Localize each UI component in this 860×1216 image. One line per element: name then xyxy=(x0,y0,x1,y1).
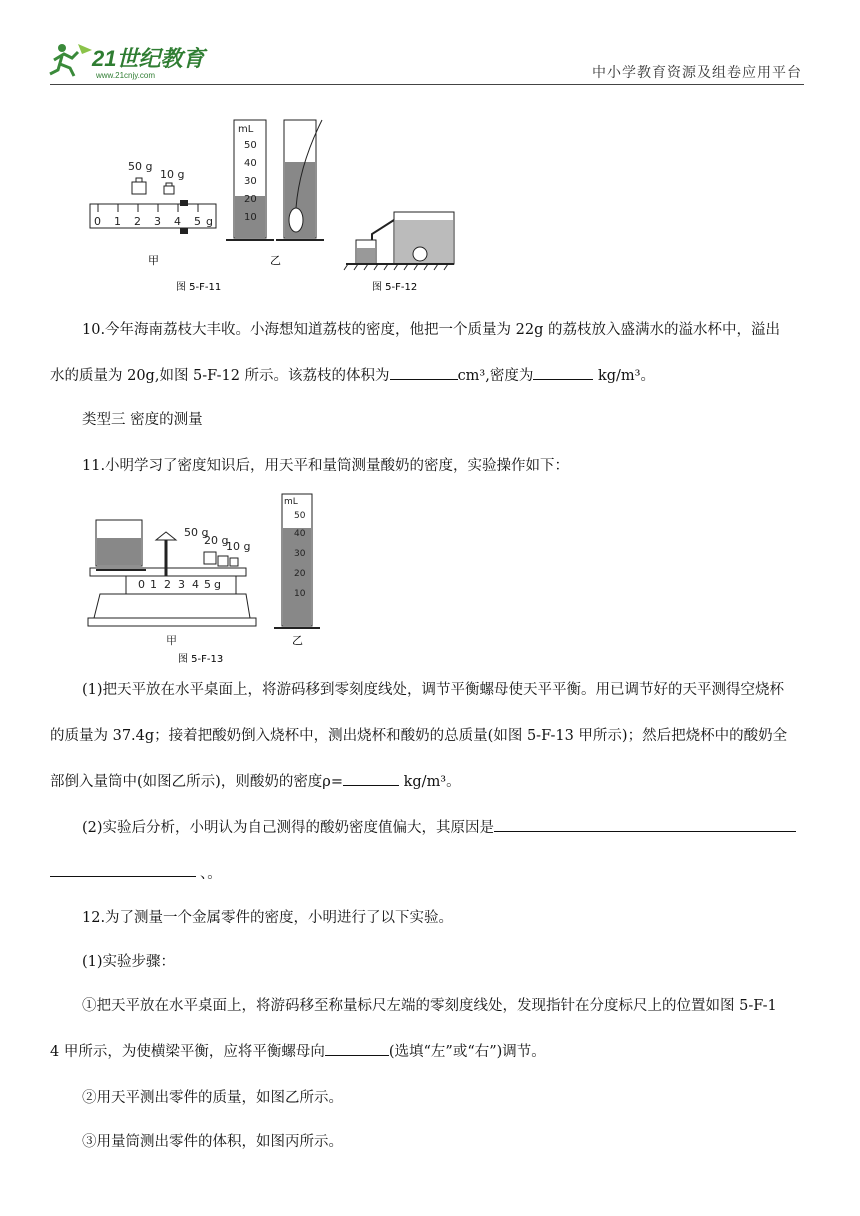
q11-intro: 11.小明学习了密度知识后，用天平和量筒测量酸奶的密度，实验操作如下： xyxy=(82,458,570,474)
site-logo xyxy=(48,40,218,82)
logo-url: www.21cnjy.com xyxy=(96,71,155,80)
figure-5-f-11 xyxy=(84,112,344,294)
platform-name: 中小学教育资源及组卷应用平台 xyxy=(592,65,802,81)
rider-marker xyxy=(180,200,188,206)
q10-line2: 水的质量为 20g,如图 5-F-12 所示。该荔枝的体积为 cm³,密度为 kg/m³。 xyxy=(50,364,808,388)
svg-text:10: 10 xyxy=(244,212,257,223)
runner-icon xyxy=(50,44,92,76)
graduated-cylinder-3 xyxy=(274,494,320,647)
svg-text:3: 3 xyxy=(154,215,161,228)
svg-text:mL: mL xyxy=(284,497,298,507)
svg-text:甲: 甲 xyxy=(166,634,177,647)
svg-text:5: 5 xyxy=(204,578,211,591)
q11-p2-end: 、。 xyxy=(200,866,222,882)
label-jia: 甲 xyxy=(148,254,159,267)
svg-text:20: 20 xyxy=(244,194,257,205)
svg-text:3: 3 xyxy=(178,578,185,591)
svg-text:mL: mL xyxy=(238,124,254,135)
q12-step3: ③用量筒测出零件的体积，如图丙所示。 xyxy=(82,1134,343,1150)
svg-text:30: 30 xyxy=(244,176,257,187)
q11-p1-line2: 的质量为 37.4g；接着把酸奶倒入烧杯中，测出烧杯和酸奶的总质量(如图 5-F-13 甲所示)；然后把烧杯中的酸奶全 xyxy=(50,728,788,744)
weight-50g-label: 50 g xyxy=(128,160,153,173)
graduated-cylinder-1 xyxy=(226,120,274,240)
svg-text:乙: 乙 xyxy=(292,634,303,647)
answer-blank-volume xyxy=(390,365,458,380)
caption-5-f-12: 图 5-F-12 xyxy=(372,282,418,293)
weight-50g-icon xyxy=(132,182,146,194)
lychee-icon xyxy=(413,247,427,261)
svg-text:g: g xyxy=(206,215,213,228)
answer-blank-reason-cont xyxy=(50,876,196,877)
answer-blank-density xyxy=(533,365,593,380)
q12-intro: 12.为了测量一个金属零件的密度，小明进行了以下实验。 xyxy=(82,910,454,926)
section-type3: 类型三 密度的测量 xyxy=(82,412,203,428)
answer-blank-reason xyxy=(494,817,796,832)
svg-text:0: 0 xyxy=(138,578,145,591)
q11-p1-line1: (1)把天平放在水平桌面上，将游码移到零刻度线处，调节平衡螺母使天平平衡。用已调节好的天平测得空烧杯 xyxy=(82,682,785,698)
answer-blank-direction xyxy=(325,1041,389,1056)
svg-text:20 g: 20 g xyxy=(204,534,229,547)
q10-line1: 10.今年海南荔枝大丰收。小海想知道荔枝的密度，他把一个质量为 22g 的荔枝放入盛满水的溢水杯中，溢出 xyxy=(82,322,781,338)
svg-text:4: 4 xyxy=(174,215,181,228)
svg-text:1: 1 xyxy=(150,578,157,591)
caption-5-f-13: 图 5-F-13 xyxy=(178,654,224,665)
weight-10g-icon xyxy=(164,186,174,194)
q12-steps: (1)实验步骤： xyxy=(82,954,176,970)
q12-step1-line2: 4 甲所示，为使横梁平衡，应将平衡螺母向 (选填“左”或“右”)调节。 xyxy=(50,1040,808,1064)
logo-text: 21世纪教育 xyxy=(92,46,205,71)
svg-text:4: 4 xyxy=(192,578,199,591)
svg-text:20: 20 xyxy=(294,569,306,579)
svg-text:40: 40 xyxy=(244,158,257,169)
svg-text:50: 50 xyxy=(294,511,306,521)
svg-text:50 g: 50 g xyxy=(184,526,209,539)
svg-text:30: 30 xyxy=(294,549,306,559)
weight-10g-label: 10 g xyxy=(160,168,185,181)
svg-text:40: 40 xyxy=(294,529,306,539)
header-divider xyxy=(50,84,804,85)
q12-step2: ②用天平测出零件的质量，如图乙所示。 xyxy=(82,1090,343,1106)
svg-text:2: 2 xyxy=(134,215,141,228)
label-yi: 乙 xyxy=(270,254,281,267)
svg-text:5: 5 xyxy=(194,215,201,228)
svg-text:0: 0 xyxy=(94,215,101,228)
q11-p1-line3: 部倒入量筒中(如图乙所示)，则酸奶的密度ρ= kg/m³。 xyxy=(50,770,808,794)
caption-5-f-11: 图 5-F-11 xyxy=(176,282,222,293)
q11-p2: (2)实验后分析，小明认为自己测得的酸奶密度值偏大，其原因是 xyxy=(82,816,808,840)
q12-step1-line1: ①把天平放在水平桌面上，将游码移至称量标尺左端的零刻度线处，发现指针在分度标尺上的位置如图 5-F-1 xyxy=(82,998,777,1014)
graduated-cylinder-2 xyxy=(276,120,324,240)
figure-5-f-13 xyxy=(86,490,326,666)
svg-text:2: 2 xyxy=(164,578,171,591)
figure-5-f-12 xyxy=(342,200,462,296)
answer-blank-yogurt-density xyxy=(343,771,399,786)
svg-text:1: 1 xyxy=(114,215,121,228)
svg-text:50: 50 xyxy=(244,140,257,151)
balance-icon xyxy=(88,520,256,626)
svg-text:10: 10 xyxy=(294,589,306,599)
svg-text:10 g: 10 g xyxy=(226,540,251,553)
svg-text:g: g xyxy=(214,578,221,591)
